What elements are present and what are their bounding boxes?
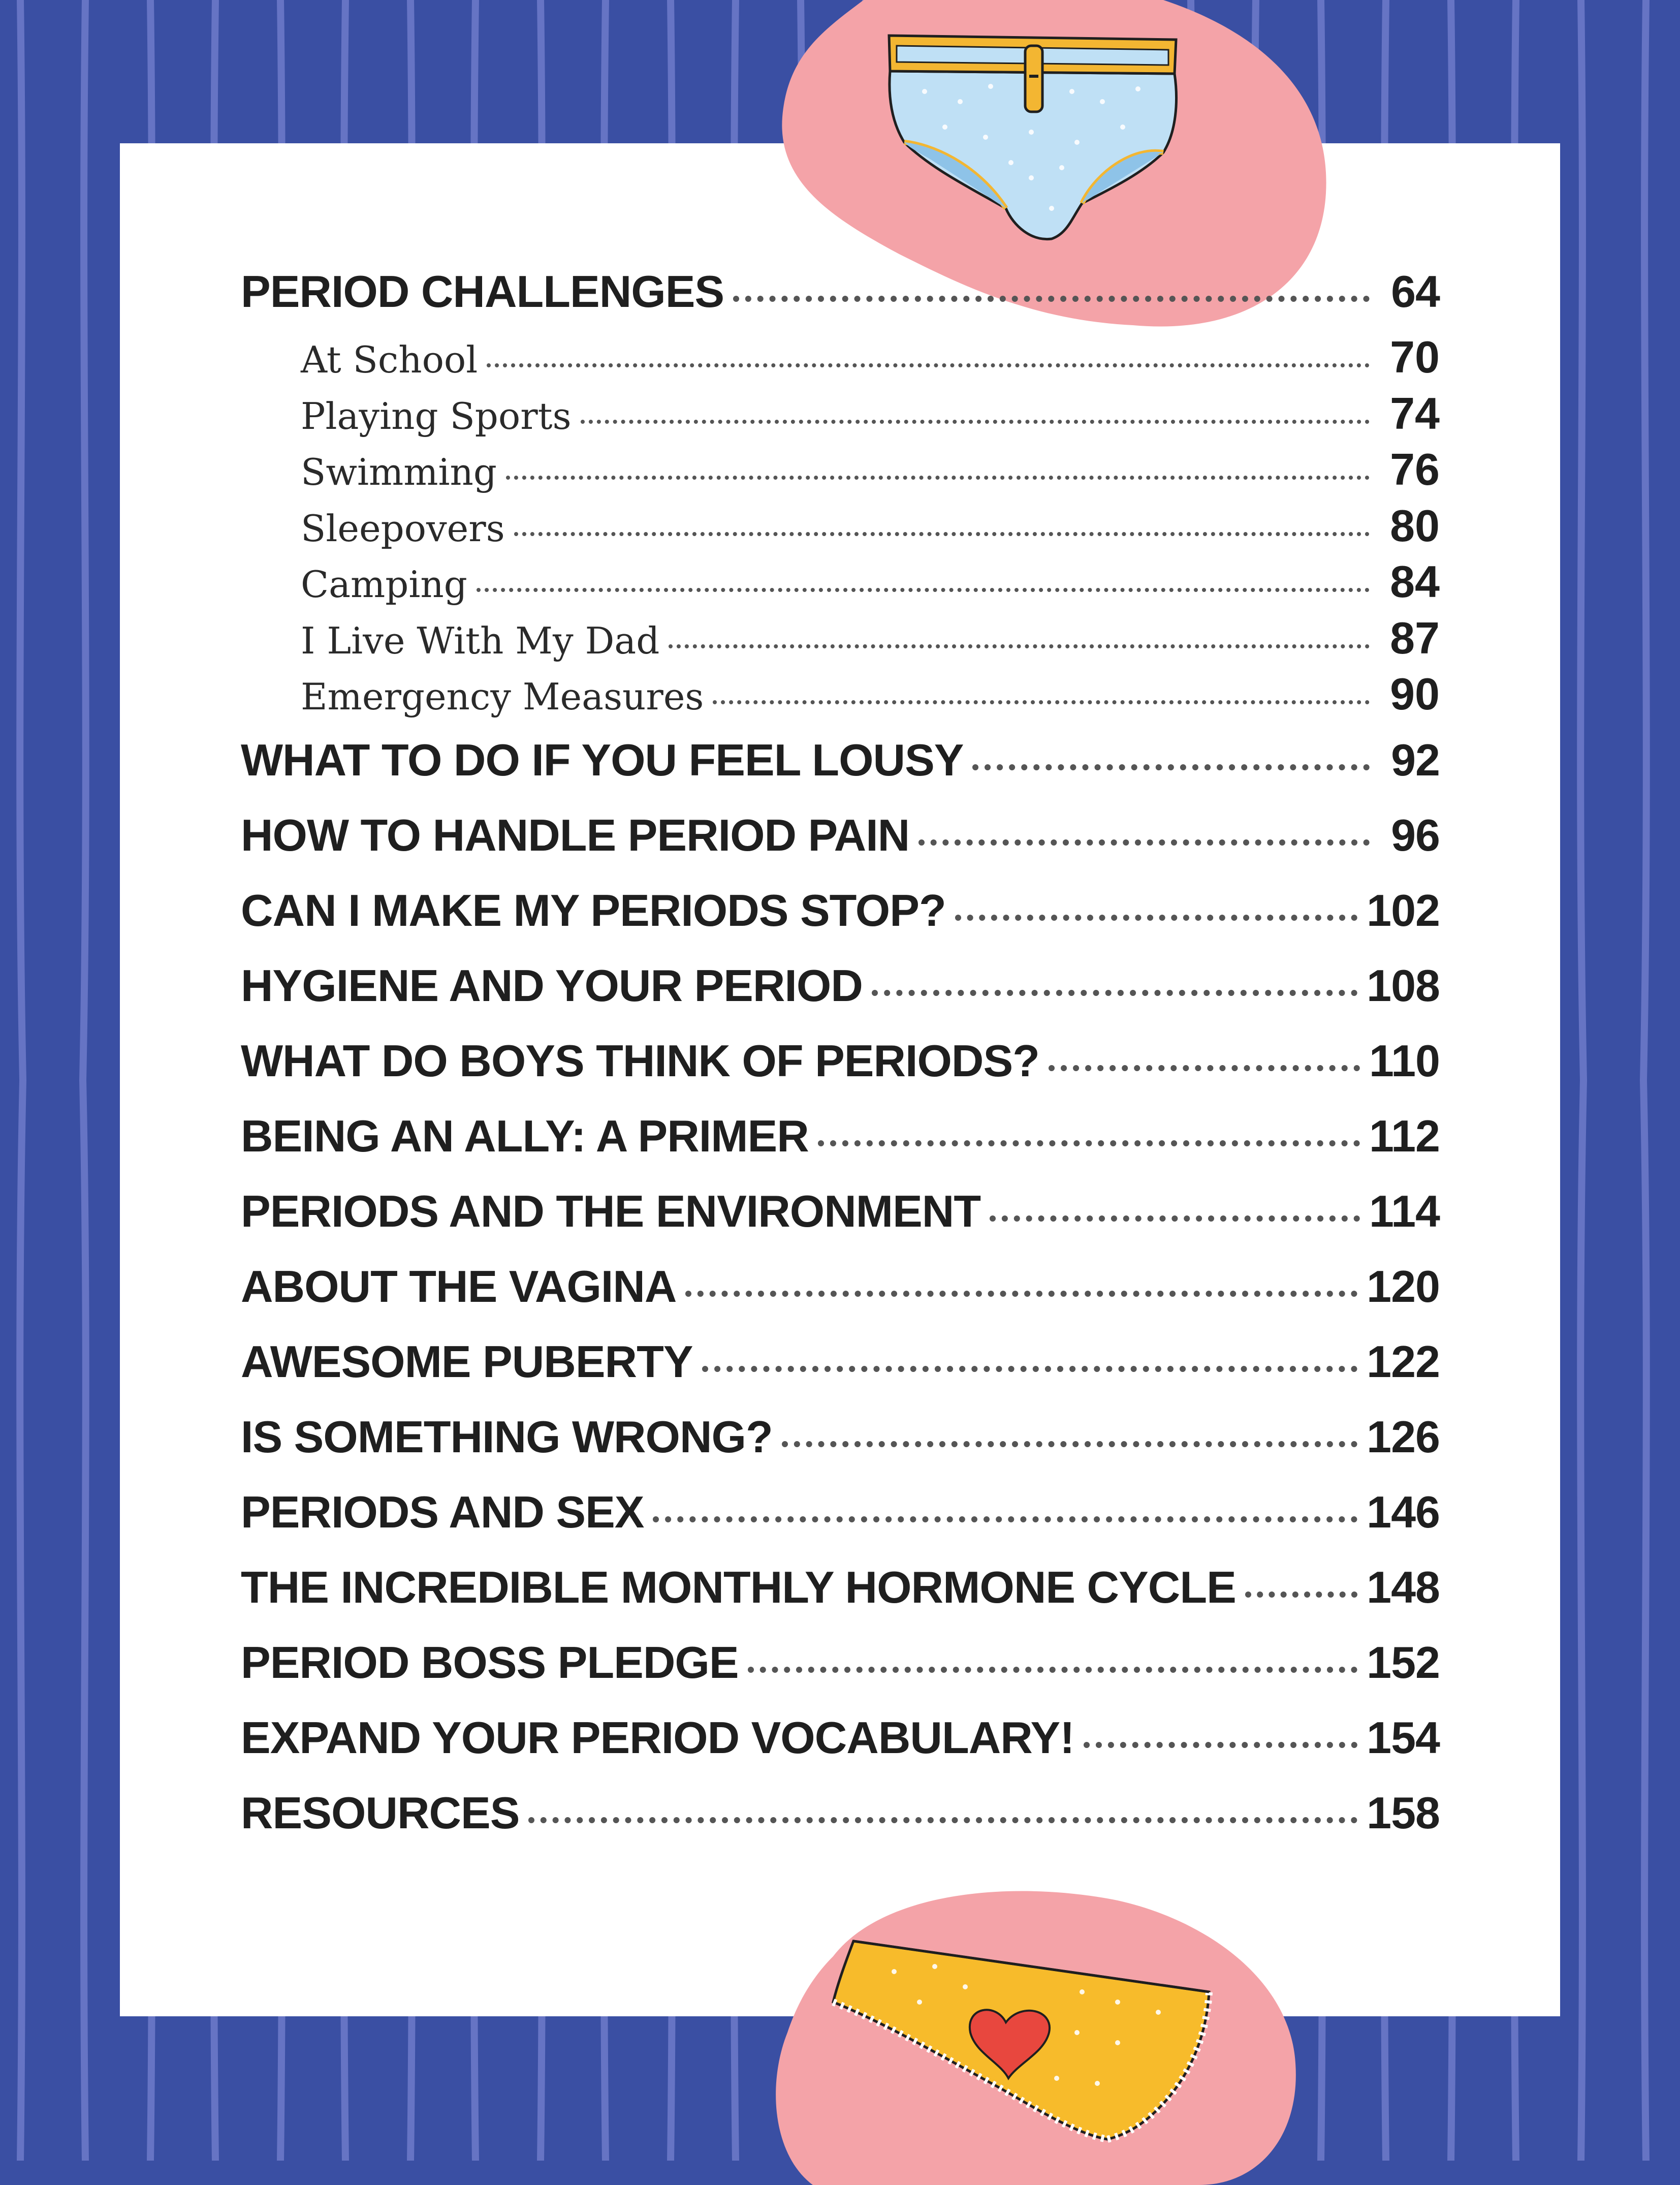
toc-page-number: 76 (1390, 444, 1440, 494)
toc-page-number: 108 (1367, 960, 1440, 1011)
toc-chapter-row (241, 1625, 1440, 1700)
toc-entry-title: HOW TO HANDLE PERIOD PAIN (241, 809, 910, 860)
toc-entry-title: PERIOD BOSS PLEDGE (241, 1637, 739, 1688)
toc-chapter-row (241, 1775, 1440, 1851)
toc-chapter-row (241, 1399, 1440, 1475)
yellow-heart-underwear-icon (752, 1870, 1311, 2185)
stripe (1580, 0, 1583, 2161)
toc-page-number: 114 (1369, 1185, 1440, 1236)
toc-chapter-row (241, 1700, 1440, 1775)
toc-page-number: 96 (1391, 809, 1440, 860)
toc-page-number: 112 (1369, 1110, 1440, 1161)
toc-page-number: 120 (1367, 1261, 1440, 1312)
toc-section-row (241, 498, 1440, 554)
toc-section-row (241, 666, 1440, 723)
toc-page-number: 74 (1390, 388, 1440, 439)
dot-leader (514, 532, 1370, 536)
toc-entry-title: WHAT TO DO IF YOU FEEL LOUSY (241, 734, 964, 785)
toc-chapter-row (241, 1023, 1440, 1099)
dot-leader (528, 1817, 1357, 1823)
toc-page-number: 92 (1391, 734, 1440, 785)
toc-entry-title: PERIODS AND THE ENVIRONMENT (241, 1185, 981, 1236)
toc-page-number: 87 (1390, 612, 1440, 663)
toc-entry-title: AWESOME PUBERTY (241, 1336, 693, 1387)
toc-page-number: 158 (1367, 1787, 1440, 1838)
dot-leader (702, 1366, 1358, 1372)
toc-entry-title: At School (301, 338, 478, 381)
dot-leader (685, 1291, 1357, 1297)
toc-chapter-row (241, 948, 1440, 1023)
stripe (1643, 0, 1646, 2161)
toc-page-number: 80 (1390, 500, 1440, 551)
toc-chapter-row (241, 254, 1440, 329)
dot-leader (581, 420, 1370, 424)
toc-chapter-row (241, 1099, 1440, 1174)
dot-leader (1084, 1742, 1358, 1748)
toc-page-number: 102 (1367, 885, 1440, 935)
toc-entry-title: Emergency Measures (301, 675, 704, 718)
dot-leader (818, 1140, 1360, 1146)
toc-chapter-row (241, 723, 1440, 798)
toc-chapter-row (241, 1550, 1440, 1625)
dot-leader (653, 1516, 1357, 1522)
toc-chapter-row (241, 798, 1440, 873)
toc-entry-title: BEING AN ALLY: A PRIMER (241, 1110, 809, 1161)
toc-entry-title: HYGIENE AND YOUR PERIOD (241, 960, 863, 1011)
toc-page-number: 64 (1391, 266, 1440, 317)
toc-entry-title: PERIODS AND SEX (241, 1486, 644, 1537)
toc-page-number: 84 (1390, 556, 1440, 607)
toc-page-number: 126 (1367, 1411, 1440, 1462)
toc-entry-title: PERIOD CHALLENGES (241, 266, 724, 317)
dot-leader (669, 644, 1370, 648)
toc-section-row (241, 386, 1440, 442)
toc-section-row (241, 329, 1440, 386)
stripe (20, 0, 23, 2161)
toc-entry-title: I Live With My Dad (301, 619, 660, 662)
dot-leader (713, 700, 1370, 704)
dot-leader (955, 915, 1357, 921)
dot-leader (918, 839, 1370, 846)
dot-leader (872, 990, 1357, 996)
toc-entry-title: IS SOMETHING WRONG? (241, 1411, 773, 1462)
toc-page-number: 110 (1369, 1035, 1440, 1086)
dot-leader (990, 1215, 1360, 1222)
toc-section-row (241, 554, 1440, 610)
dot-leader (972, 764, 1370, 770)
toc-chapter-row (241, 1174, 1440, 1249)
toc-entry-title: Playing Sports (301, 394, 572, 438)
table-of-contents (241, 254, 1440, 1851)
toc-entry-title: Sleepovers (301, 507, 505, 550)
toc-entry-title: Swimming (301, 451, 497, 493)
toc-page-number: 90 (1390, 669, 1440, 719)
toc-section-row (241, 442, 1440, 498)
dot-leader (487, 363, 1370, 367)
toc-chapter-row (241, 1324, 1440, 1399)
toc-page-number: 122 (1367, 1336, 1440, 1387)
toc-page-number: 146 (1367, 1486, 1440, 1537)
toc-page-number: 152 (1367, 1637, 1440, 1688)
dot-leader (782, 1441, 1357, 1447)
toc-chapter-row (241, 1475, 1440, 1550)
toc-page-number: 70 (1390, 332, 1440, 382)
toc-entry-title: Camping (301, 563, 467, 606)
dot-leader (733, 296, 1370, 302)
toc-entry-title: RESOURCES (241, 1787, 520, 1838)
toc-chapter-row (241, 1249, 1440, 1324)
toc-page-number: 148 (1367, 1562, 1440, 1612)
toc-entry-title: THE INCREDIBLE MONTHLY HORMONE CYCLE (241, 1562, 1236, 1612)
dot-leader (477, 588, 1370, 592)
toc-page-number: 154 (1367, 1712, 1440, 1763)
toc-entry-title: WHAT DO BOYS THINK OF PERIODS? (241, 1035, 1039, 1086)
dot-leader (1049, 1065, 1360, 1071)
toc-entry-title: EXPAND YOUR PERIOD VOCABULARY! (241, 1712, 1074, 1763)
toc-chapter-row (241, 873, 1440, 948)
dot-leader (1245, 1591, 1357, 1598)
dot-leader (748, 1667, 1358, 1673)
toc-entry-title: CAN I MAKE MY PERIODS STOP? (241, 885, 946, 935)
toc-entry-title: ABOUT THE VAGINA (241, 1261, 677, 1312)
dot-leader (506, 476, 1370, 480)
toc-section-row (241, 610, 1440, 667)
stripe (83, 0, 86, 2161)
